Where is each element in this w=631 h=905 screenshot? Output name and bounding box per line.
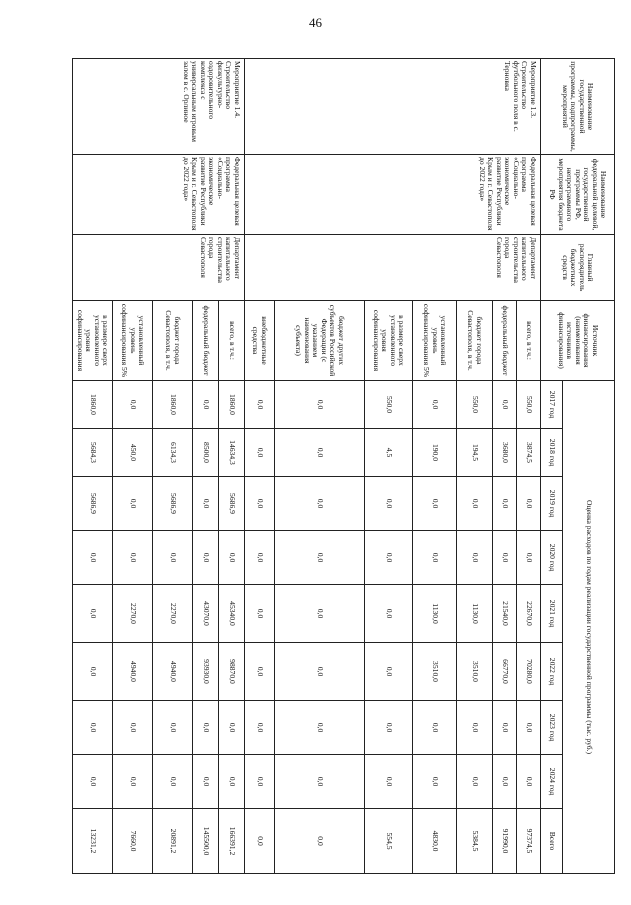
value-cell: 0,0	[193, 477, 219, 531]
rotated-table	[76, 58, 615, 873]
value-cell: 45340,0	[219, 585, 245, 643]
value-cell: 0,0	[245, 755, 275, 809]
value-cell: 0,0	[365, 531, 413, 585]
manager-cell: Департамент капитального строительства города Севастополя	[73, 235, 245, 301]
value-cell: 0,0	[153, 701, 193, 755]
value-cell: 0,0	[153, 755, 193, 809]
header-fed-name: Наименование федеральной целевой, государственной программы РФ, непрограммного мероприятия бюджета РФ	[541, 155, 615, 235]
value-cell: 0,0	[275, 381, 365, 429]
value-cell: 0,0	[517, 755, 541, 809]
value-cell: 14634,3	[219, 429, 245, 477]
value-cell: 0,0	[413, 381, 457, 429]
value-cell: 550,0	[457, 381, 493, 429]
header-year: 2020 год	[541, 531, 563, 585]
total-cell: 145500,0	[193, 809, 219, 874]
value-cell: 2270,0	[113, 585, 153, 643]
header-year: 2019 год	[541, 477, 563, 531]
header-year: 2024 год	[541, 755, 563, 809]
value-cell: 0,0	[219, 531, 245, 585]
value-cell: 194,5	[457, 429, 493, 477]
value-cell: 0,0	[245, 477, 275, 531]
header-year: 2022 год	[541, 643, 563, 701]
source-cell: бюджет других субъектов Российской Федерации (с указанием наименования субъекта)	[275, 301, 365, 381]
value-cell: 0,0	[193, 381, 219, 429]
value-cell: 93930,0	[193, 643, 219, 701]
value-cell: 1860,0	[153, 381, 193, 429]
value-cell: 0,0	[493, 531, 517, 585]
value-cell: 0,0	[493, 477, 517, 531]
total-cell: 7660,0	[113, 809, 153, 874]
table-header	[541, 59, 615, 874]
header-year: 2021 год	[541, 585, 563, 643]
value-cell: 0,0	[365, 643, 413, 701]
header-estimate-title: Оценка расходов по годам реализации государственной программы (тыс. руб.)	[563, 381, 615, 874]
value-cell: 0,0	[193, 531, 219, 585]
header-year: 2018 год	[541, 429, 563, 477]
value-cell: 0,0	[457, 701, 493, 755]
value-cell: 0,0	[113, 381, 153, 429]
value-cell: 5686,9	[219, 477, 245, 531]
value-cell: 0,0	[275, 477, 365, 531]
source-cell: бюджет города Севастополя, в т.ч.	[457, 301, 493, 381]
value-cell: 0,0	[245, 429, 275, 477]
header-year: 2017 год	[541, 381, 563, 429]
value-cell: 550,0	[517, 381, 541, 429]
header-manager: Главный распорядитель бюджетных средств	[541, 235, 615, 301]
value-cell: 0,0	[275, 755, 365, 809]
total-cell: 97374,5	[517, 809, 541, 874]
value-cell: 0,0	[365, 701, 413, 755]
value-cell: 0,0	[457, 755, 493, 809]
value-cell: 0,0	[365, 755, 413, 809]
value-cell: 0,0	[245, 643, 275, 701]
value-cell: 0,0	[413, 701, 457, 755]
value-cell: 2270,0	[153, 585, 193, 643]
value-cell: 550,0	[365, 381, 413, 429]
table-row	[517, 59, 541, 874]
value-cell: 0,0	[365, 585, 413, 643]
header-year: 2023 год	[541, 701, 563, 755]
total-cell: 91990,0	[493, 809, 517, 874]
value-cell: 0,0	[517, 531, 541, 585]
value-cell: 0,0	[275, 701, 365, 755]
value-cell: 0,0	[457, 531, 493, 585]
table-row	[219, 59, 245, 874]
header-total: Всего	[541, 809, 563, 874]
value-cell: 3874,5	[517, 429, 541, 477]
value-cell: 66770,0	[493, 643, 517, 701]
value-cell: 0,0	[365, 477, 413, 531]
source-cell: в размере сверх установленного уровня софинансирования	[73, 301, 113, 381]
source-cell: федеральный бюджет	[493, 301, 517, 381]
value-cell: 0,0	[113, 531, 153, 585]
value-cell: 0,0	[113, 701, 153, 755]
value-cell: 0,0	[493, 381, 517, 429]
total-cell: 13231,2	[73, 809, 113, 874]
value-cell: 0,0	[73, 701, 113, 755]
source-cell: установленный уровень софинансирования 5%	[113, 301, 153, 381]
value-cell: 1130,0	[413, 585, 457, 643]
value-cell: 0,0	[517, 477, 541, 531]
value-cell: 0,0	[245, 381, 275, 429]
value-cell: 0,0	[413, 531, 457, 585]
total-cell: 20891,2	[153, 809, 193, 874]
value-cell: 0,0	[73, 755, 113, 809]
value-cell: 1860,0	[73, 381, 113, 429]
page-number: 46	[309, 15, 322, 30]
source-cell: установленный уровень софинансирования 5%	[413, 301, 457, 381]
value-cell: 5686,9	[153, 477, 193, 531]
value-cell: 0,0	[275, 429, 365, 477]
value-cell: 43070,0	[193, 585, 219, 643]
value-cell: 0,0	[193, 701, 219, 755]
total-cell: 0,0	[275, 809, 365, 874]
total-cell: 4830,0	[413, 809, 457, 874]
total-cell: 0,0	[245, 809, 275, 874]
value-cell: 0,0	[517, 701, 541, 755]
total-cell: 554,5	[365, 809, 413, 874]
value-cell: 1860,0	[219, 381, 245, 429]
value-cell: 0,0	[275, 585, 365, 643]
value-cell: 0,0	[493, 755, 517, 809]
header-name: Наименование государственной программы, подпрограммы, мероприятий	[541, 59, 615, 155]
value-cell: 0,0	[193, 755, 219, 809]
value-cell: 22670,0	[517, 585, 541, 643]
value-cell: 5686,9	[73, 477, 113, 531]
value-cell: 4940,0	[113, 643, 153, 701]
total-cell: 5384,5	[457, 809, 493, 874]
value-cell: 0,0	[113, 755, 153, 809]
value-cell: 3510,0	[457, 643, 493, 701]
value-cell: 0,0	[413, 477, 457, 531]
source-cell: федеральный бюджет	[193, 301, 219, 381]
value-cell: 0,0	[153, 531, 193, 585]
value-cell: 70280,0	[517, 643, 541, 701]
value-cell: 0,0	[245, 701, 275, 755]
value-cell: 0,0	[457, 477, 493, 531]
source-cell: всего, в т.ч.:	[219, 301, 245, 381]
value-cell: 190,0	[413, 429, 457, 477]
value-cell: 0,0	[73, 643, 113, 701]
measure-name-cell: Мероприятие 1.3. Строительство футбольного поля в с. Терновка	[245, 59, 541, 155]
manager-cell: Департамент капитального строительства города Севастополя	[245, 235, 541, 301]
value-cell: 6134,3	[153, 429, 193, 477]
value-cell: 0,0	[219, 701, 245, 755]
value-cell: 8500,0	[193, 429, 219, 477]
header-source: Источник финансирования (наименования источников финансирования)	[541, 301, 615, 381]
value-cell: 4,5	[365, 429, 413, 477]
value-cell: 0,0	[73, 531, 113, 585]
measure-name-cell: Мероприятие 1.4. Строительство физкультурно-оздоровительного комплекса с универсальным игровым залом в с. Орлиное	[73, 59, 245, 155]
source-cell: в размере сверх установленного уровня софинансирования	[365, 301, 413, 381]
value-cell: 4940,0	[153, 643, 193, 701]
source-cell: бюджет города Севастополя, в т.ч.	[153, 301, 193, 381]
value-cell: 5684,3	[73, 429, 113, 477]
rotated-table-container	[76, 58, 615, 873]
value-cell: 0,0	[73, 585, 113, 643]
value-cell: 0,0	[275, 531, 365, 585]
value-cell: 0,0	[219, 755, 245, 809]
value-cell: 0,0	[275, 643, 365, 701]
value-cell: 1130,0	[457, 585, 493, 643]
source-cell: внебюджетные средства	[245, 301, 275, 381]
value-cell: 3680,0	[493, 429, 517, 477]
value-cell: 0,0	[245, 531, 275, 585]
program-name-cell: Федеральная целевая программа «Социально-экономическое развитие Республики Крым и г. Севастополя до 2022 года»	[73, 155, 245, 235]
budget-table	[72, 58, 615, 874]
value-cell: 0,0	[493, 701, 517, 755]
source-cell: всего, в т.ч.:	[517, 301, 541, 381]
value-cell: 0,0	[245, 585, 275, 643]
value-cell: 98870,0	[219, 643, 245, 701]
total-cell: 166391,2	[219, 809, 245, 874]
value-cell: 0,0	[413, 755, 457, 809]
value-cell: 3510,0	[413, 643, 457, 701]
value-cell: 21540,0	[493, 585, 517, 643]
value-cell: 450,0	[113, 429, 153, 477]
value-cell: 0,0	[113, 477, 153, 531]
program-name-cell: Федеральная целевая программа «Социально-экономическое развитие Республики Крым и г. Севастополя до 2022 года»	[245, 155, 541, 235]
table-body	[73, 59, 541, 874]
